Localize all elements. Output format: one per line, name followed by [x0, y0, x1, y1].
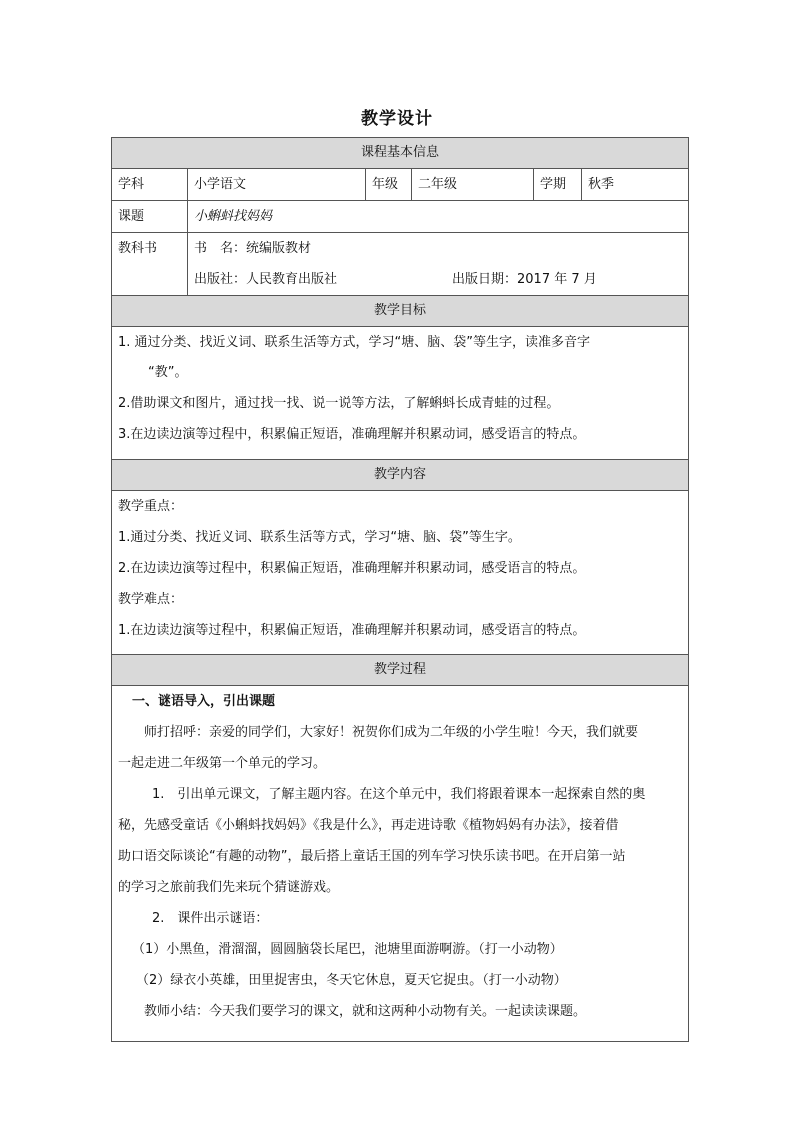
- term-label: 学期: [534, 169, 582, 201]
- content-row: [112, 491, 689, 655]
- textbook-row: [112, 233, 689, 265]
- pub-date: 出版日期：2017 年 7 月: [452, 271, 597, 287]
- basic-info-row: [112, 169, 689, 201]
- content-cell: [112, 491, 689, 655]
- lesson-row: [112, 201, 689, 233]
- process-cell: [112, 686, 689, 1042]
- subject-value: 小学语文: [188, 169, 366, 201]
- section-title: 教学内容: [112, 460, 689, 491]
- process-heading: 一、谜语导入，引出课题: [132, 694, 276, 709]
- section-title: 教学目标: [112, 296, 689, 327]
- key-point: 1.通过分类、找近义词、联系生活等方式，学习“塘、脑、袋”等生字。: [118, 530, 521, 545]
- difficult-points-label: 教学难点：: [118, 592, 184, 607]
- section-header-content: [112, 460, 689, 491]
- page-title: 教学设计: [361, 109, 433, 129]
- lesson-label: 课题: [112, 201, 188, 233]
- section-header-goals: [112, 296, 689, 327]
- section-header-process: [112, 655, 689, 686]
- goal-item: 3.在边读边演等过程中，积累偏正短语，准确理解并积累动词，感受语言的特点。: [118, 427, 586, 442]
- publisher: 出版社：人民教育出版社: [194, 271, 338, 287]
- lesson-value: 小蝌蚪找妈妈: [188, 201, 689, 233]
- difficult-point: 1.在边读边演等过程中，积累偏正短语，准确理解并积累动词，感受语言的特点。: [118, 623, 586, 638]
- book-name: 书 名：统编版教材: [188, 233, 689, 265]
- goals-cell: [112, 327, 689, 460]
- process-row: [112, 686, 689, 1042]
- section-title: 教学过程: [112, 655, 689, 686]
- process-step: 2. 课件出示谜语：: [152, 911, 269, 926]
- riddle: （1）小黑鱼，滑溜溜，圆圆脑袋长尾巴，池塘里面游啊游。（打一小动物）: [132, 942, 563, 957]
- key-point: 2.在边读边演等过程中，积累偏正短语，准确理解并积累动词，感受语言的特点。: [118, 561, 586, 576]
- goal-item: 2.借助课文和图片，通过找一找、说一说等方法，了解蝌蚪长成青蛙的过程。: [118, 396, 560, 411]
- lesson-plan-table: [111, 137, 689, 1042]
- process-paragraph-continued: 助口语交际谈论“有趣的动物”，最后搭上童话王国的列车学习快乐读书吧。在开启第一站: [118, 849, 626, 864]
- riddle: （2）绿衣小英雄，田里捉害虫，冬天它休息，夏天它捉虫。（打一小动物）: [136, 973, 567, 988]
- section-header-basic-info: [112, 138, 689, 169]
- process-paragraph-continued: 秘，先感受童话《小蝌蚪找妈妈》《我是什么》，再走进诗歌《植物妈妈有办法》，接着借: [118, 818, 619, 833]
- term-value: 秋季: [582, 169, 689, 201]
- publisher-row: [112, 264, 689, 296]
- process-paragraph-continued: 的学习之旅前我们先来玩个猜谜游戏。: [118, 880, 340, 895]
- publisher-cell: [188, 264, 689, 296]
- textbook-label: 教科书: [112, 233, 188, 296]
- process-step: 1. 引出单元课文，了解主题内容。在这个单元中，我们将跟着课本一起探索自然的奥: [152, 787, 646, 802]
- teacher-summary: 教师小结：今天我们要学习的课文，就和这两种小动物有关。一起读读课题。: [144, 1004, 587, 1019]
- process-paragraph: 师打招呼：亲爱的同学们，大家好！祝贺你们成为二年级的小学生啦！今天，我们就要: [144, 725, 639, 740]
- subject-label: 学科: [112, 169, 188, 201]
- section-title: 课程基本信息: [112, 138, 689, 169]
- goal-item-continued: “教”。: [148, 365, 188, 380]
- process-paragraph-continued: 一起走进二年级第一个单元的学习。: [118, 756, 327, 771]
- goals-row: [112, 327, 689, 460]
- grade-label: 年级: [366, 169, 412, 201]
- goal-item: 1. 通过分类、找近义词、联系生活等方式，学习“塘、脑、袋”等生字，读准多音字: [118, 335, 591, 350]
- grade-value: 二年级: [412, 169, 534, 201]
- key-points-label: 教学重点：: [118, 499, 184, 514]
